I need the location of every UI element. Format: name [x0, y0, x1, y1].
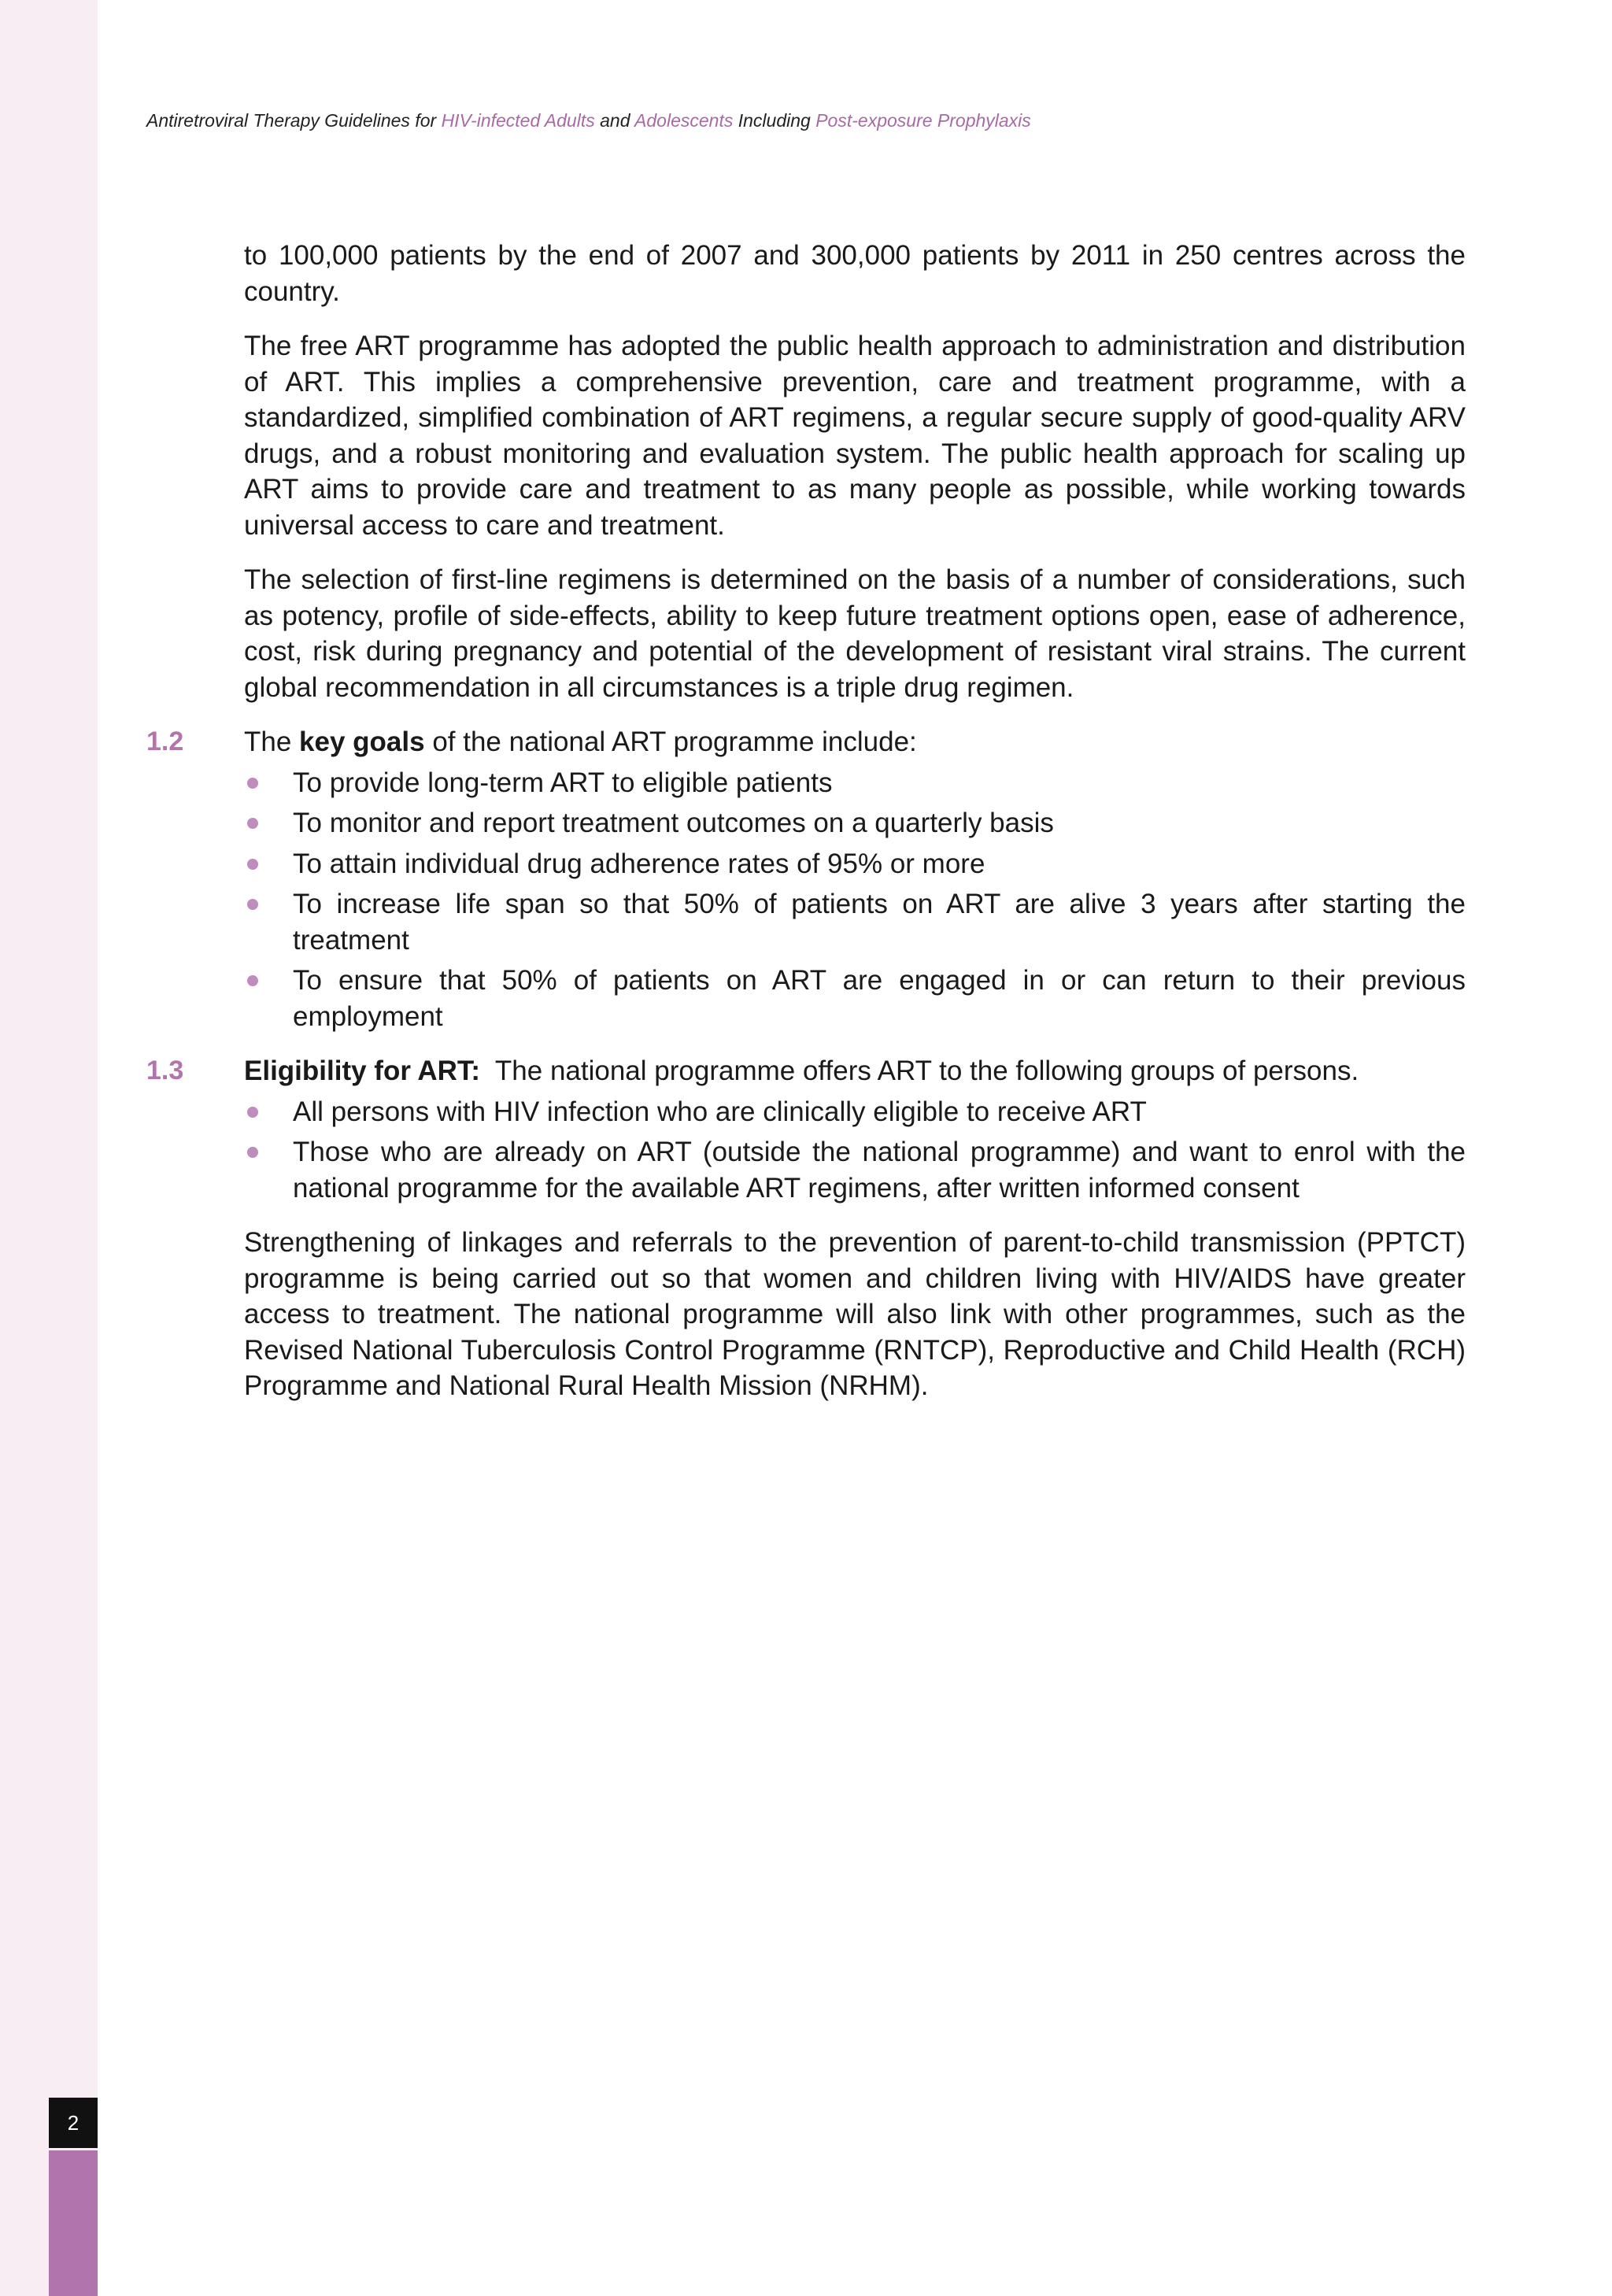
- header-text-1: Antiretroviral Therapy Guidelines for: [146, 110, 442, 131]
- list-item-text: Those who are already on ART (outside the national programme) and want to enrol with the national programme for the available ART regimens, after written informed consent: [293, 1137, 1466, 1203]
- bullet-dot-icon: [247, 899, 258, 910]
- list-item-text: To increase life span so that 50% of patients on ART are alive 3 years after starting the treatment: [293, 889, 1466, 956]
- lead-bold-key-goals: key goals: [299, 727, 425, 757]
- section-1-2: [146, 724, 1466, 1034]
- bullet-dot-icon: [247, 778, 258, 789]
- header-accent-3: Post-exposure Prophylaxis: [815, 110, 1031, 131]
- list-item-text: To provide long-term ART to eligible patients: [293, 767, 833, 798]
- list-item-text: To monitor and report treatment outcomes on a quarterly basis: [293, 808, 1054, 838]
- list-item: [244, 1134, 1466, 1206]
- paragraph-continuation: to 100,000 patients by the end of 2007 and 300,000 patients by 2011 in 250 centres across the country.: [244, 240, 1466, 307]
- header-text-2: and: [594, 110, 635, 131]
- paragraph-linkages: Strengthening of linkages and referrals to the prevention of parent-to-child transmission (PPTCT) programme is being carried out so that women and children living with HIV/AIDS have greater access to treatment. The national programme will also link with other programmes, such as the Revised National Tuberculosis Control Programme (RNTCP), Reproductive and Child Health (RCH) Programme and National Rural Health Mission (NRHM).: [244, 1227, 1466, 1401]
- list-item: [244, 963, 1466, 1034]
- list-item-text: To ensure that 50% of patients on ART are engaged in or can return to their previous employment: [293, 965, 1466, 1032]
- bullet-dot-icon: [247, 859, 258, 870]
- eligibility-list: [244, 1094, 1466, 1207]
- header-accent-2: Adolescents: [634, 110, 734, 131]
- list-item-text: To attain individual drug adherence rates of 95% or more: [293, 848, 985, 879]
- paragraph-first-line-regimens: The selection of first-line regimens is determined on the basis of a number of considerations, such as potency, profile of side-effects, ability to keep future treatment options open, ease of adherence, cost, risk during pregnancy and potential of the development of resistant viral strains. The current global recommendation in all circumstances is a triple drug regimen.: [244, 564, 1466, 703]
- side-strip: [0, 0, 98, 2296]
- side-accent-bar: [49, 2150, 98, 2296]
- main-content: [146, 238, 1466, 1423]
- lead-bold-eligibility: Eligibility for ART:: [244, 1056, 481, 1086]
- lead-text: The: [244, 727, 300, 757]
- list-item: [244, 886, 1466, 958]
- section-1-3: [146, 1053, 1466, 1404]
- running-header: [146, 110, 1031, 131]
- list-item: [244, 805, 1466, 841]
- list-item-text: All persons with HIV infection who are clinically eligible to receive ART: [293, 1096, 1147, 1127]
- section-number-1-2: 1.2: [146, 727, 184, 756]
- bullet-dot-icon: [247, 975, 258, 986]
- section-1-3-lead: [244, 1053, 1466, 1089]
- bullet-dot-icon: [247, 818, 258, 829]
- header-text-3: Including: [733, 110, 816, 131]
- paragraph-public-health-approach: The free ART programme has adopted the public health approach to administration and distribution of ART. This implies a comprehensive prevention, care and treatment programme, with a standardized, simplified combination of ART regimens, a regular secure supply of good-quality ARV drugs, and a robust monitoring and evaluation system. The public health approach for scaling up ART aims to provide care and treatment to as many people as possible, while working towards universal access to care and treatment.: [244, 331, 1466, 541]
- list-item: [244, 846, 1466, 882]
- bullet-dot-icon: [247, 1147, 258, 1158]
- lead-text-rest: The national programme offers ART to the following groups of persons.: [480, 1056, 1359, 1086]
- lead-text-rest: of the national ART programme include:: [424, 727, 917, 757]
- list-item: [244, 765, 1466, 801]
- header-accent-1: HIV-infected Adults: [441, 110, 595, 131]
- section-number-1-3: 1.3: [146, 1056, 184, 1085]
- list-item: [244, 1094, 1466, 1130]
- key-goals-list: [244, 765, 1466, 1035]
- page-number: 2: [49, 2098, 98, 2148]
- bullet-dot-icon: [247, 1107, 258, 1118]
- section-1-2-lead: [244, 724, 1466, 760]
